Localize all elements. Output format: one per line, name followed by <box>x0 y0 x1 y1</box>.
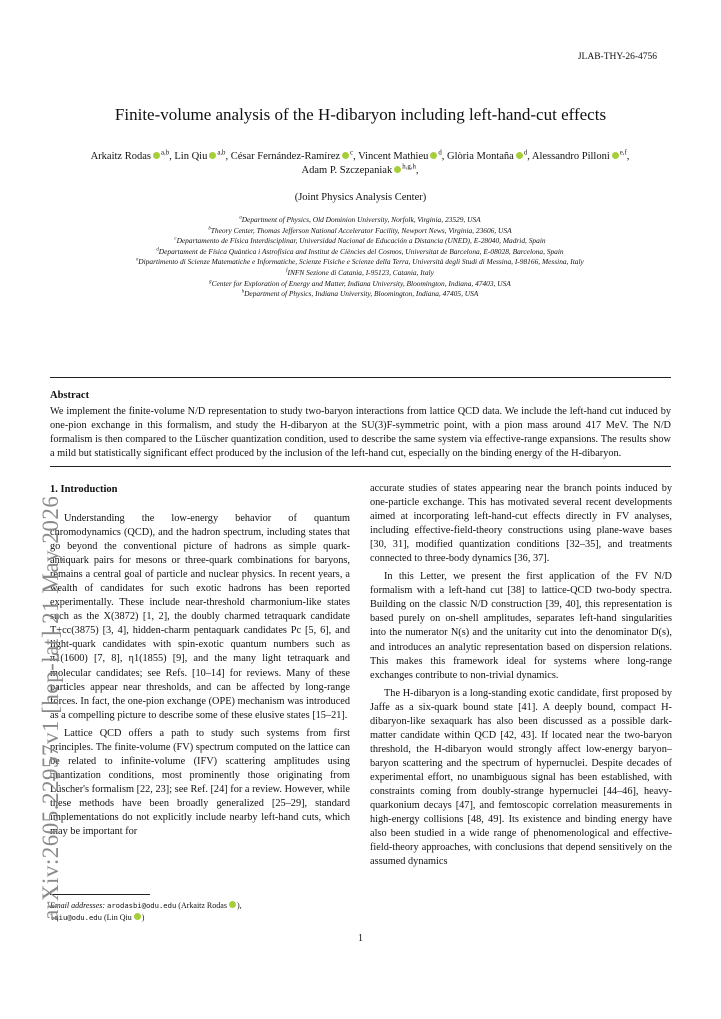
orcid-icon[interactable] <box>394 166 401 173</box>
abstract-top-rule <box>50 377 671 378</box>
paragraph: accurate studies of states appearing near the branch points induced by one-particle exchange. This has motivated several recent developments aimed at incorporating left-hand-cut effects directly in FV analyses, including effective-field-theory constructions using plane-wave bases [30, 31], modified quantization conditions [32–35], and treatments connected to three-body dynamics [36, 37]. <box>370 483 672 565</box>
orcid-icon[interactable] <box>229 901 236 908</box>
orcid-icon[interactable] <box>153 152 160 159</box>
author <box>174 151 225 162</box>
left-column <box>50 512 350 839</box>
affiliation-mark: e,f <box>619 149 627 157</box>
orcid-icon[interactable] <box>209 152 216 159</box>
right-column <box>370 482 672 869</box>
affiliation-mark: d <box>438 149 442 157</box>
author-name: Alessandro Pilloni <box>531 151 610 162</box>
orcid-icon[interactable] <box>516 152 523 159</box>
footnote-rule <box>50 894 150 895</box>
author-name: Adam P. Szczepaniak <box>301 165 393 176</box>
author <box>302 165 416 176</box>
author-name: Arkaitz Rodas <box>90 151 151 162</box>
author <box>447 151 527 162</box>
author-name: César Fernández-Ramírez <box>230 151 341 162</box>
orcid-icon[interactable] <box>134 913 141 920</box>
author <box>358 151 442 162</box>
author-name: Lin Qiu <box>174 151 208 162</box>
affiliation: $^a$Department of Physics, Old Dominion University, Norfolk, Virginia, 23529, USA <box>239 215 481 224</box>
affiliation-mark: c <box>350 149 354 157</box>
paragraph: Understanding the low-energy behavior of quantum chromodynamics (QCD), and the hadron spectrum, including states that go beyond the conventional picture of hadrons as simple quark-antiquark pairs for mesons or three-quark combinations for baryons, remains a central goal of particle and nuclear physics. In recent years, a wealth of candidates for such exotic hadrons has been reported experimentally. These include near-threshold charmonium-like states such as the X(3872) [1, 2], the doubly charmed tetraquark candidate T+cc(3875) [3, 4], hidden-charm pentaquark candidates Pc [5, 6], and light-quark candidates with spin-exotic quantum numbers such as π1(1600) [7, 8], η1(1855) [9], and the many light tetraquark and molecular candidates; see Refs. [10–14] for reviews. Many of these particles appear near thresholds, and can be affected by long-range forces. In fact, the one-pion exchange (OPE) mechanism was introduced as a compelling picture to describe some of these elusive states [15–21]. <box>50 513 350 721</box>
paragraph: The H-dibaryon is a long-standing exotic candidate, first proposed by Jaffe as a six-quark bound state [41]. A deeply bound, compact H-dibaryon-like sexaquark has also been discussed as a possible dark-matter candidate within QCD [42, 43]. If located near the two-baryon threshold, the H-dibaryon would strongly affect low-energy baryon–baryon scattering and the spectrum of hypernuclei. Despite decades of experimental effort, no unambiguous signal has been established, with constraints coming from doubly-strange hypernuclei [44–46], heavy-quarkonium decays [47], and femtoscopic correlation measurements in high-energy collisions [48, 49]. Its existence and binding energy have also been studied in a wide range of phenomenological and effective-field-theory approaches, with conclusions that depend sensitively on the assumed dynamics <box>370 687 672 868</box>
section-heading: 1. Introduction <box>50 484 118 495</box>
affiliation: $^e$Dipartimento di Scienze Matematiche e Informatiche, Scienze Fisiche e Scienze della Terra, Università degli Studi di Messina, I-98166, Messina, Italy <box>136 257 584 267</box>
abstract-heading: Abstract <box>50 390 90 401</box>
affiliation: $^g$Center for Exploration of Energy and Matter, Indiana University, Bloomington, Indiana, 47403, USA <box>209 278 511 288</box>
affiliation: $^c$Departamento de Física Interdisciplinar, Universidad Nacional de Educación a Distancia (UNED), E-28040, Madrid, Spain <box>174 236 546 246</box>
paragraph: In this Letter, we present the first application of the FV N/D formalism with a left-hand cut [38] to lattice-QCD two-body spectra. Building on the classic N/D construction [39, 40], this representation is based purely on on-shell amplitudes, separates left-hand singularities into the numerator N(s) and the unitarity cut into the denominator D(s), and introduces an analytic representation based on dispersion relations. This makes this framework ideal for systems where long-range exchanges contribute to non-trivial dynamics. <box>370 571 672 681</box>
affiliation-mark: a,b <box>217 149 226 157</box>
affiliation-mark: a,b <box>160 149 170 157</box>
footnote-name: (Arkaitz Rodas <box>178 901 227 910</box>
affiliation-list <box>40 215 680 300</box>
email-link[interactable]: lqiu@odu.edu <box>50 913 102 922</box>
affiliation-mark: d <box>523 149 528 157</box>
orcid-icon[interactable] <box>612 152 619 159</box>
author <box>91 151 170 162</box>
paragraph: Lattice QCD offers a path to study such systems from first principles. The finite-volume (FV) spectrum computed on the lattice can be related to infinite-volume (IFV) scattering amplitudes using quantization conditions, most prominently those originating from Lüscher's formalism [22, 23]; see Ref. [24] for a review. However, while these methods have been broadly generalized [25–29], standard implementations do not explicitly include nearby left-hand cuts, which may be important for <box>50 727 350 838</box>
author <box>231 151 353 162</box>
author <box>532 151 627 162</box>
author-name: Vincent Mathieu <box>358 151 429 162</box>
abstract-text: We implement the finite-volume N/D representation to study two-baryon interactions from lattice QCD data. We include the left-hand cut induced by one-pion exchange in this formalism, and study the H-dibaryon at the SU(3)F-symmetric point, with a pion mass around 417 MeV. The N/D formalism is then compared to the Lüscher quantization condition, used to describe the same system via effective-range expansions. The results show a mild but statistically significant effect produced by the inclusion of the left-hand cut, especially on the binding energy of the H-dibaryon. <box>50 406 671 460</box>
affiliation: $^h$Department of Physics, Indiana University, Bloomington, Indiana, 47405, USA <box>241 289 479 299</box>
footnote-label: Email addresses: <box>50 901 106 910</box>
affiliation-mark: h,g,h <box>402 163 416 171</box>
collaboration: (Joint Physics Analysis Center) <box>294 192 427 203</box>
abstract-bottom-rule <box>50 466 671 467</box>
arxiv-stamp[interactable]: arXiv:2605.22957v1 [hep-lat] 21 May 2026 <box>38 495 63 920</box>
email-link[interactable]: arodasbi@odu.edu <box>107 901 177 910</box>
orcid-icon[interactable] <box>342 152 349 159</box>
author-name: Glòria Montaña <box>447 151 514 162</box>
page-number: 1 <box>358 933 363 944</box>
affiliation: $^f$INFN Sezione di Catania, I-95123, Catania, Italy <box>286 267 434 277</box>
affiliation: $^b$Theory Center, Thomas Jefferson National Accelerator Facility, Newport News, Virginia, 23606, USA <box>208 225 512 235</box>
affiliation: $^d$Departament de Física Quàntica i Astrofísica and Institut de Ciències del Cosmos, Universitat de Barcelona, E-08028, Barcelona, Spain <box>156 246 564 256</box>
footnote: Email addresses: arodasbi@odu.edu (Arkaitz Rodas ), lqiu@odu.edu (Lin Qiu ) <box>50 901 242 922</box>
paper-title: Finite-volume analysis of the H-dibaryon including left-hand-cut effects <box>114 105 607 124</box>
orcid-icon[interactable] <box>430 152 437 159</box>
author-list: Arkaitz Rodas $^{a,b}$, Lin Qiu $^{a,b}$, César Fernández-Ramírez $^c$, Vincent Mathieu $^d$, Glòria Montaña $^d$, Alessandro Pilloni $^{e,f}$, Adam P. Szczepaniak $^{h,g,h}$, <box>90 149 630 176</box>
footnote-name: (Lin Qiu <box>103 913 132 922</box>
report-number: JLAB-THY-26-4756 <box>577 52 657 62</box>
